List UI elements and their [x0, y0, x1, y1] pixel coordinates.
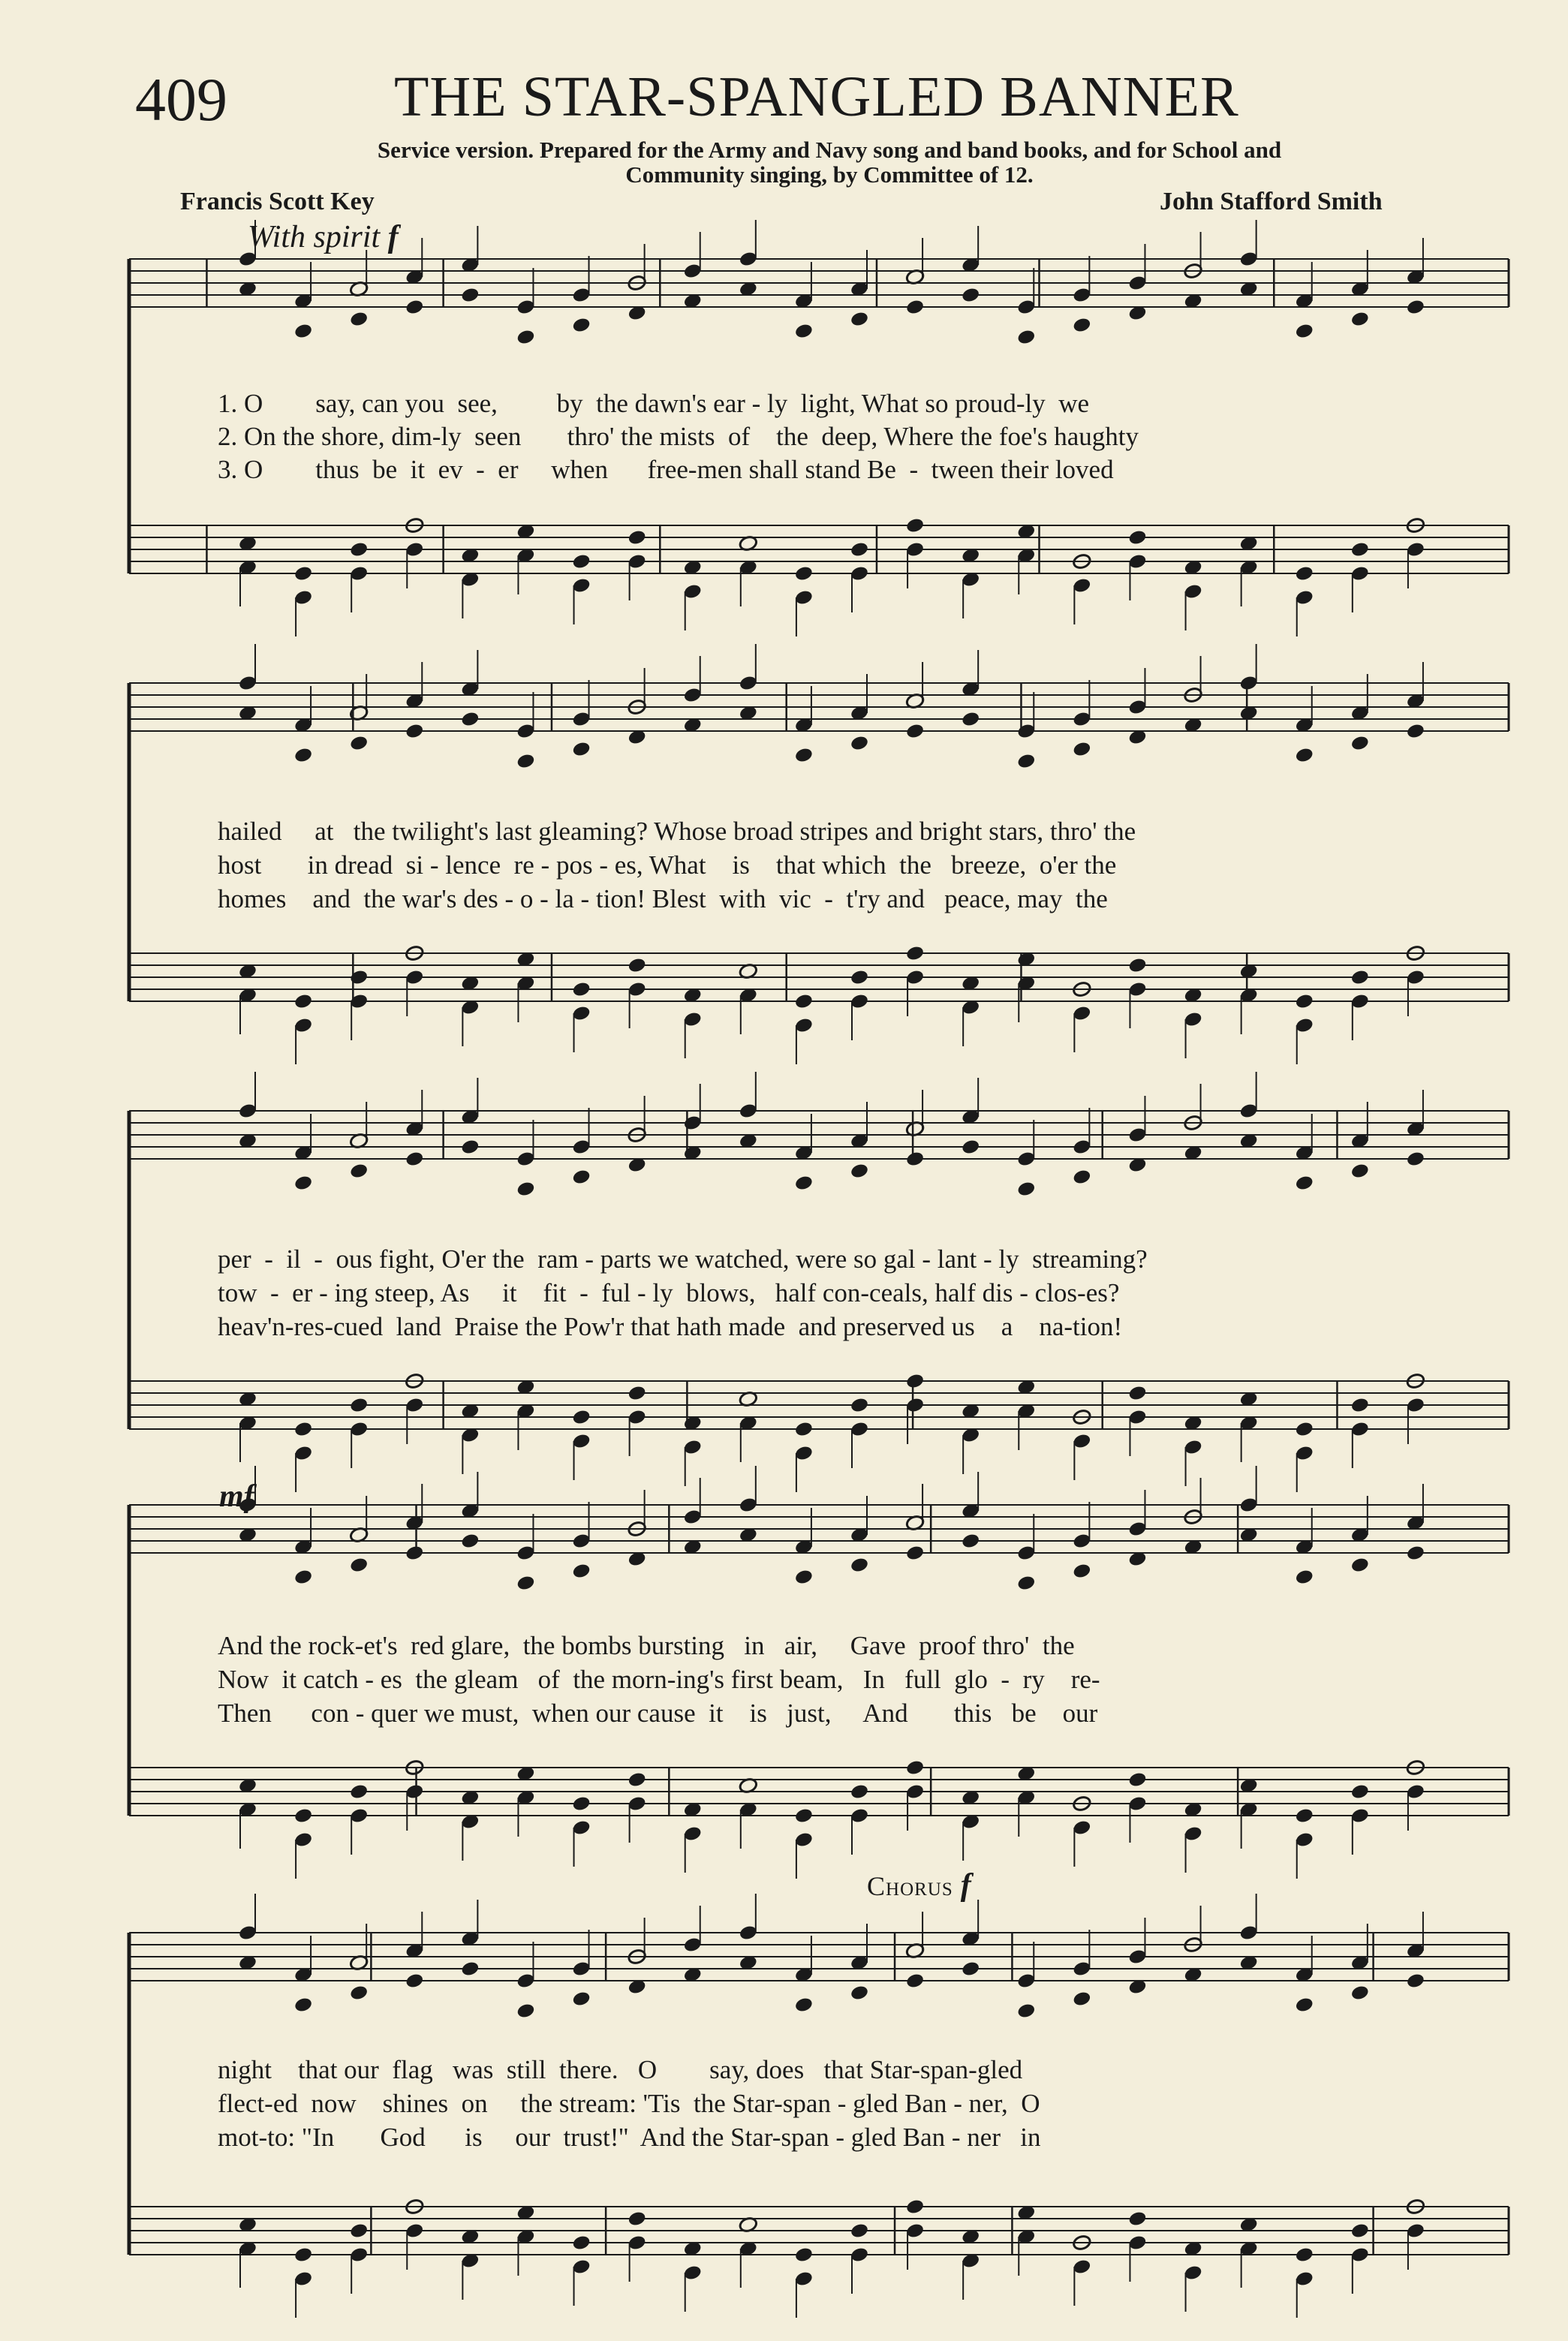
note-head: [794, 747, 814, 764]
note-head: [961, 711, 980, 728]
chorus-text: Chorus: [867, 1871, 953, 1901]
note-head: [850, 1397, 869, 1414]
note-head: [293, 323, 313, 340]
note-head: [405, 1972, 424, 1990]
note-head: [1406, 723, 1425, 740]
system-2-lyric-verse-3: homes and the war's des - o - la - tion! Blest with vic - t'ry and peace, may the: [218, 884, 1108, 913]
note-head: [794, 1421, 814, 1438]
service-note-line-2: Community singing, by Committee of 12.: [625, 161, 1034, 188]
note-head: [571, 981, 591, 998]
note-head: [349, 2222, 369, 2240]
system-4-lyric-verse-2: Now it catch - es the gleam of the morn-ing's first beam, In full glo - ry re-: [218, 1665, 1100, 1694]
note-head: [628, 2210, 647, 2228]
note-head: [1016, 329, 1036, 346]
note-head: [1127, 1771, 1147, 1789]
note-head: [794, 1807, 814, 1825]
system-1-lyric-verse-3: 3. O thus be it ev - er when free-men shall stand Be - tween their loved: [218, 455, 1114, 484]
note-head: [293, 565, 313, 582]
note-head: [1350, 541, 1370, 558]
note-head: [628, 529, 647, 546]
note-head: [850, 969, 869, 986]
system-1-lyric-verse-2: 2. On the shore, dim-ly seen thro' the mists of the deep, Where the foe's haughty: [218, 422, 1139, 451]
note-head: [1350, 311, 1370, 328]
note-head: [1295, 323, 1314, 340]
tempo-dynamic: f: [387, 220, 399, 254]
note-head: [405, 723, 424, 740]
note-head: [794, 565, 814, 582]
note-head: [850, 1163, 869, 1180]
note-head: [628, 1385, 647, 1402]
note-head: [628, 957, 647, 974]
note-head: [293, 993, 313, 1010]
note-head: [1295, 2246, 1314, 2264]
note-head: [1127, 1385, 1147, 1402]
note-head: [571, 317, 591, 334]
note-head: [1295, 1421, 1314, 1438]
note-head: [405, 1151, 424, 1168]
note-head: [1016, 753, 1036, 770]
system-4-lyric-verse-1: And the rock-et's red glare, the bombs bursting in air, Gave proof thro' the: [218, 1631, 1075, 1660]
note-head: [1072, 741, 1091, 758]
note-head: [349, 735, 369, 752]
note-head: [571, 1563, 591, 1580]
note-head: [571, 1990, 591, 2008]
note-head: [516, 1575, 535, 1592]
note-head: [1350, 1557, 1370, 1574]
note-head: [349, 541, 369, 558]
note-head: [349, 969, 369, 986]
note-head: [1016, 1575, 1036, 1592]
note-head: [1295, 1175, 1314, 1192]
note-head: [905, 1759, 925, 1777]
note-head: [1350, 2222, 1370, 2240]
note-head: [905, 945, 925, 962]
note-head: [571, 553, 591, 570]
note-head: [1072, 1563, 1091, 1580]
note-head: [1295, 747, 1314, 764]
note-head: [349, 1984, 369, 2002]
dynamic-mf: mf: [219, 1479, 254, 1514]
note-head: [905, 2198, 925, 2216]
note-head: [516, 1181, 535, 1198]
note-head: [460, 711, 480, 728]
note-head: [1127, 2210, 1147, 2228]
note-head: [905, 299, 925, 316]
note-head: [1350, 1397, 1370, 1414]
note-head: [794, 2246, 814, 2264]
note-head: [571, 1795, 591, 1813]
system-5-lyric-verse-1: night that our flag was still there. O say, does that Star-span-gled: [218, 2055, 1023, 2084]
system-2-lyric-verse-1: hailed at the twilight's last gleaming? Whose broad stripes and bright stars, thro' the: [218, 817, 1136, 846]
system-3-lyric-verse-1: per - il - ous fight, O'er the ram - parts we watched, were so gal - lant - ly streaming?: [218, 1244, 1148, 1274]
note-head: [1350, 1783, 1370, 1801]
note-head: [850, 1783, 869, 1801]
note-head: [1295, 1996, 1314, 2014]
song-title: THE STAR-SPANGLED BANNER: [394, 65, 1239, 128]
note-head: [349, 1557, 369, 1574]
note-head: [1072, 317, 1091, 334]
note-head: [405, 1545, 424, 1562]
system-5-lyric-verse-2: flect-ed now shines on the stream: 'Tis the Star-span - gled Ban - ner, O: [218, 2089, 1040, 2118]
note-head: [905, 1373, 925, 1390]
note-head: [349, 1397, 369, 1414]
system-3-lyric-verse-2: tow - er - ing steep, As it fit - ful - ly blows, half con-ceals, half dis - clos-es?: [218, 1278, 1120, 1307]
lyricist: Francis Scott Key: [180, 188, 375, 215]
note-head: [905, 517, 925, 534]
composer: John Stafford Smith: [1160, 188, 1383, 215]
note-head: [516, 329, 535, 346]
note-head: [516, 753, 535, 770]
note-head: [1295, 993, 1314, 1010]
note-head: [850, 541, 869, 558]
note-head: [1350, 1163, 1370, 1180]
note-head: [349, 1163, 369, 1180]
note-head: [571, 2234, 591, 2252]
note-head: [961, 1960, 980, 1978]
note-head: [850, 1984, 869, 2002]
note-head: [571, 1409, 591, 1426]
note-head: [794, 323, 814, 340]
note-head: [293, 1175, 313, 1192]
system-4-lyric-verse-3: Then con - quer we must, when our cause it is just, And this be our: [218, 1699, 1098, 1728]
tempo-text: With spirit: [248, 220, 381, 254]
note-head: [1350, 969, 1370, 986]
hymn-number: 409: [135, 65, 227, 134]
note-head: [1016, 2002, 1036, 2020]
note-head: [571, 741, 591, 758]
note-head: [1406, 1151, 1425, 1168]
system-3-lyric-verse-3: heav'n-res-cued land Praise the Pow'r that hath made and preserved us a na-tion!: [218, 1312, 1123, 1341]
note-head: [905, 1545, 925, 1562]
note-head: [1406, 299, 1425, 316]
note-head: [460, 287, 480, 304]
system-5-lyric-verse-3: mot-to: "In God is our trust!'' And the Star-span - gled Ban - ner in: [218, 2123, 1041, 2152]
note-head: [1072, 1990, 1091, 2008]
note-head: [850, 735, 869, 752]
note-head: [1295, 1807, 1314, 1825]
note-head: [794, 993, 814, 1010]
note-head: [1406, 1545, 1425, 1562]
note-head: [794, 1175, 814, 1192]
note-head: [905, 1151, 925, 1168]
note-head: [293, 1569, 313, 1586]
note-head: [460, 1533, 480, 1550]
note-head: [794, 1569, 814, 1586]
note-head: [1127, 529, 1147, 546]
note-head: [460, 1960, 480, 1978]
note-head: [1127, 957, 1147, 974]
note-head: [961, 1139, 980, 1156]
note-head: [293, 1421, 313, 1438]
service-note-line-1: Service version. Prepared for the Army and Navy song and band books, and for School and: [377, 137, 1282, 163]
note-head: [349, 311, 369, 328]
note-head: [1295, 565, 1314, 582]
note-head: [460, 1139, 480, 1156]
note-head: [293, 2246, 313, 2264]
note-head: [1406, 1972, 1425, 1990]
note-head: [850, 311, 869, 328]
note-head: [961, 287, 980, 304]
note-head: [293, 747, 313, 764]
note-head: [961, 1533, 980, 1550]
note-head: [571, 1169, 591, 1186]
note-head: [850, 2222, 869, 2240]
note-head: [794, 1996, 814, 2014]
note-head: [850, 1557, 869, 1574]
note-head: [1350, 1984, 1370, 2002]
system-1-lyric-verse-1: 1. O say, can you see, by the dawn's ear - ly light, What so proud-ly we: [218, 389, 1090, 418]
note-head: [1295, 1569, 1314, 1586]
note-head: [905, 1972, 925, 1990]
chorus-label: [867, 1867, 972, 1903]
system-2-lyric-verse-2: host in dread si - lence re - pos - es, What is that which the breeze, o'er the: [218, 850, 1117, 880]
note-head: [293, 1807, 313, 1825]
note-head: [349, 1783, 369, 1801]
note-head: [628, 1771, 647, 1789]
note-head: [405, 299, 424, 316]
note-head: [905, 723, 925, 740]
note-head: [516, 2002, 535, 2020]
note-head: [1350, 735, 1370, 752]
note-head: [1016, 1181, 1036, 1198]
note-head: [1072, 1169, 1091, 1186]
note-head: [293, 1996, 313, 2014]
chorus-dynamic: f: [960, 1868, 972, 1903]
